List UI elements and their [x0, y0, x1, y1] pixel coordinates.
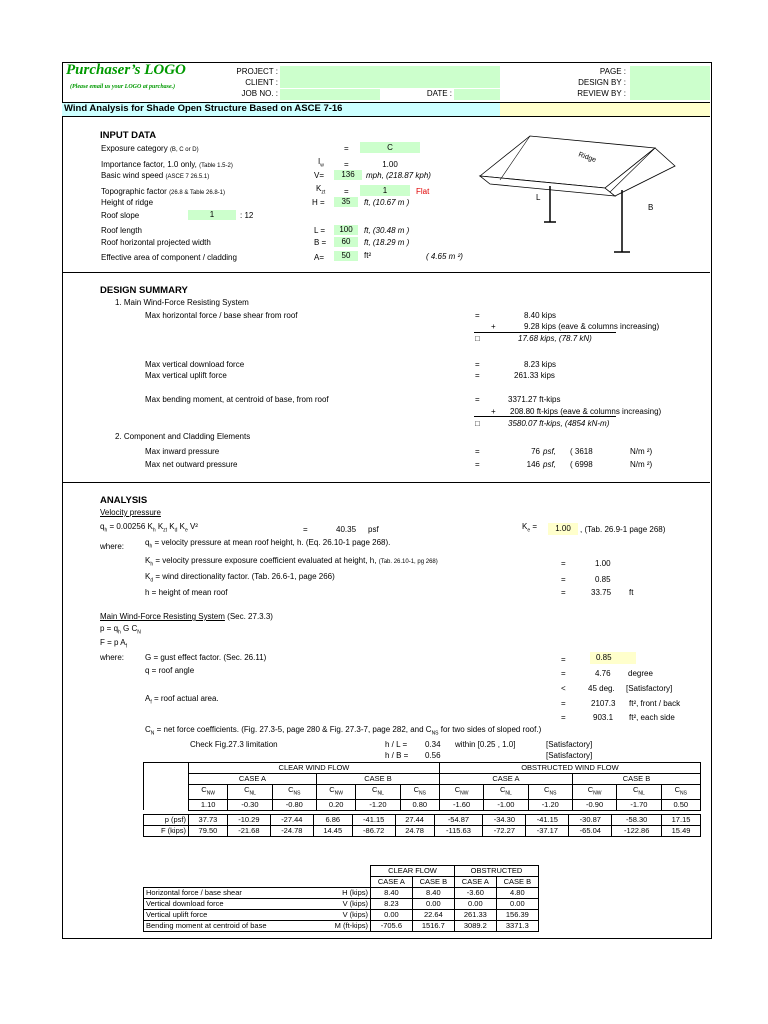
- width-sym: B =: [314, 238, 327, 247]
- vup-value: 261.33 kips: [514, 371, 555, 380]
- reviewby-label: REVIEW BY :: [577, 89, 626, 98]
- divider-1: [62, 272, 710, 273]
- kd-eq: =: [561, 575, 566, 584]
- table1-value-cell: 6.86: [313, 815, 352, 826]
- g-input[interactable]: 0.85: [590, 652, 636, 664]
- ke-label: $K_e$ =: [522, 522, 538, 534]
- ke-input[interactable]: 1.00: [548, 523, 578, 535]
- hl-within: within [0.25 , 1.0]: [455, 740, 516, 749]
- hl-satisfactory: [Satisfactory]: [546, 740, 593, 749]
- table2-row-unit: M (ft-kips): [308, 921, 371, 932]
- hb-label: h / B =: [385, 751, 409, 760]
- kd-def: $K_d$ = wind directionality factor. (Tab. 26.6-1, page 266): [145, 572, 335, 584]
- hforce-rule: [474, 332, 616, 333]
- table1-clear-header: CLEAR WIND FLOW: [189, 763, 440, 774]
- table1-value-cell: -122.86: [612, 826, 662, 837]
- table1-value-cell: -54.87: [434, 815, 483, 826]
- table1-col-header: $C_{NW}$: [572, 785, 616, 800]
- moment-eq: =: [475, 395, 480, 404]
- divider-2: [62, 482, 710, 483]
- table1-value-cell: -41.15: [526, 815, 569, 826]
- coefficients-table: [143, 762, 701, 811]
- table1-cn-cell: -0.30: [228, 799, 272, 810]
- kh-value: 1.00: [595, 559, 611, 568]
- hl-value: 0.34: [425, 740, 441, 749]
- length-sym: L =: [314, 226, 326, 235]
- diagram-L-label: L: [536, 193, 541, 202]
- table2-value-cell: 8.40: [412, 888, 454, 899]
- where-label-1: where:: [100, 542, 125, 551]
- h-eq: =: [561, 588, 566, 597]
- width-input[interactable]: 60: [334, 237, 358, 247]
- theta-unit: degree: [628, 669, 653, 678]
- table2-corner: [144, 866, 371, 888]
- theta-limit: 45 deg.: [588, 684, 615, 693]
- hb-satisfactory: [Satisfactory]: [546, 751, 593, 760]
- title-bar-right: [500, 102, 710, 117]
- table2-clear-header: CLEAR FLOW: [371, 866, 455, 877]
- table1-col-header: $C_{NS}$: [528, 785, 572, 800]
- table1-value-cell: -30.87: [569, 815, 612, 826]
- project-client-field[interactable]: [280, 66, 500, 88]
- length-input[interactable]: 100: [334, 225, 358, 235]
- table2-value-cell: 8.40: [371, 888, 413, 899]
- table2-row-label: Bending moment at centroid of base: [144, 921, 309, 932]
- importance-value: 1.00: [382, 160, 398, 169]
- theta-def: q = roof angle: [145, 666, 195, 675]
- h-def: h = height of mean roof: [145, 588, 228, 597]
- kh-def: $K_h$ = velocity pressure exposure coefficient evaluated at height, h, (Tab. 26.10-1, pg 268): [145, 556, 438, 568]
- table1-cn-cell: -1.00: [484, 799, 528, 810]
- topo-label: Topographic factor (26.8 & Table 26.8-1): [101, 187, 225, 196]
- inward-unit: psf,: [543, 447, 556, 456]
- moment-rule: [474, 416, 616, 417]
- table1-cn-cell: -1.60: [439, 799, 483, 810]
- logo: Purchaser’s LOGO: [66, 62, 186, 78]
- outward-unit: psf,: [543, 460, 556, 469]
- height-unit: ft, (10.67 m ): [364, 198, 410, 207]
- hforce-total: 17.68 kips, (78.7 kN): [518, 334, 592, 343]
- table1-corner: [144, 763, 189, 811]
- hforce-sq: □: [475, 334, 480, 343]
- table2-value-cell: 22.64: [412, 910, 454, 921]
- vdown-value: 8.23 kips: [524, 360, 557, 369]
- table1-value-cell: -72.27: [483, 826, 526, 837]
- moment-v2: 208.80 ft-kips (eave & columns increasing): [510, 407, 662, 416]
- width-unit: ft, (18.29 m ): [364, 238, 410, 247]
- table1-clear-case-b: CASE B: [316, 774, 439, 785]
- summary-sec1: 1. Main Wind-Force Resisting System: [115, 298, 249, 307]
- summary-sec2: 2. Component and Cladding Elements: [115, 432, 251, 441]
- qh-value: 40.35: [336, 525, 357, 534]
- table1-cn-cell: -0.80: [272, 799, 316, 810]
- table1-row-label: p (psf): [144, 815, 189, 826]
- theta-value: 4.76: [595, 669, 611, 678]
- h-unit: ft: [629, 588, 634, 597]
- summary-table: [143, 865, 539, 932]
- table2-row-label: Vertical uplift force: [144, 910, 309, 921]
- hforce-plus: +: [491, 322, 496, 331]
- table2-row-label: Horizontal force / base shear: [144, 888, 309, 899]
- slope-input[interactable]: 1: [188, 210, 236, 220]
- inward-eq: =: [475, 447, 480, 456]
- moment-total: 3580.07 ft-kips, (4854 kN-m): [508, 419, 610, 428]
- page-label: PAGE :: [599, 67, 626, 76]
- diagram-ridge-label: Ridge: [577, 151, 597, 165]
- table1-col-header: $C_{NL}$: [484, 785, 528, 800]
- table2-value-cell: 8.23: [371, 899, 413, 910]
- mwfrs-heading: Main Wind-Force Resisting System (Sec. 27.3.3): [100, 612, 273, 621]
- g-eq: =: [561, 655, 566, 664]
- height-sym: H =: [312, 198, 325, 207]
- hforce-label: Max horizontal force / base shear from roof: [145, 311, 298, 320]
- table2-value-cell: 3371.3: [496, 921, 538, 932]
- table1-value-cell: -41.15: [352, 815, 395, 826]
- input-heading: INPUT DATA: [100, 130, 157, 141]
- table1-col-header: $C_{NW}$: [439, 785, 483, 800]
- slope-ratio: : 12: [240, 211, 254, 220]
- vdown-label: Max vertical download force: [145, 360, 245, 369]
- theta-satisfactory: [Satisfactory]: [626, 684, 673, 693]
- width-label: Roof horizontal projected width: [101, 238, 211, 247]
- table2-row-unit: V (kips): [308, 899, 371, 910]
- table1-value-cell: -34.30: [483, 815, 526, 826]
- table1-col-header: $C_{NW}$: [189, 785, 228, 800]
- exposure-eq: =: [344, 144, 349, 153]
- p-formula: $p = q_h$ G $C_N$: [100, 624, 141, 636]
- table1-value-cell: 24.78: [395, 826, 434, 837]
- hb-value: 0.56: [425, 751, 441, 760]
- area-metric: ( 4.65 m ²): [426, 252, 463, 261]
- table2-row-unit: H (kips): [308, 888, 371, 899]
- table2-obstructed-header: OBSTRUCTED: [454, 866, 538, 877]
- table1-value-cell: 14.45: [313, 826, 352, 837]
- af-unit-1: ft², front / back: [629, 699, 681, 708]
- table2-value-cell: 0.00: [371, 910, 413, 921]
- diagram-B-label: B: [648, 203, 654, 212]
- table2-row: [144, 921, 539, 932]
- theta-eq: =: [561, 669, 566, 678]
- table2-value-cell: 0.00: [496, 899, 538, 910]
- topo-sym: $K_{zt}$: [316, 184, 326, 196]
- inward-label: Max inward pressure: [145, 447, 220, 456]
- page-title: Wind Analysis for Shade Open Structure Based on ASCE 7-16: [64, 103, 343, 114]
- table1-cn-cell: -0.90: [572, 799, 616, 810]
- table2-value-cell: 0.00: [454, 899, 496, 910]
- outward-metric: ( 6998: [570, 460, 593, 469]
- table1-cn-cell: -1.20: [528, 799, 572, 810]
- table1-value-cell: -27.44: [270, 815, 313, 826]
- vup-label: Max vertical uplift force: [145, 371, 227, 380]
- jobno-field[interactable]: [280, 89, 380, 100]
- analysis-heading: ANALYSIS: [100, 495, 148, 506]
- area-sym: A=: [314, 253, 325, 262]
- table1-col-header: $C_{NW}$: [316, 785, 355, 800]
- af-eq-2: =: [561, 713, 566, 722]
- vp-heading: Velocity pressure: [100, 508, 161, 517]
- inward-metric: ( 3618: [570, 447, 593, 456]
- table1-value-cell: 27.44: [395, 815, 434, 826]
- outward-eq: =: [475, 460, 480, 469]
- area-label: Effective area of component / cladding: [101, 253, 237, 262]
- table1-col-header: $C_{NS}$: [400, 785, 439, 800]
- ke-note: , (Tab. 26.9-1 page 268): [580, 525, 666, 534]
- table1-cn-cell: -1.70: [617, 799, 661, 810]
- table1-value-cell: -58.30: [612, 815, 662, 826]
- windspeed-label: Basic wind speed (ASCE 7 26.5.1): [101, 171, 210, 180]
- forces-table: [143, 814, 701, 837]
- table1-cn-cell: 0.20: [316, 799, 355, 810]
- roof-diagram: [470, 126, 690, 256]
- table2-value-cell: -705.6: [371, 921, 413, 932]
- table1-value-cell: -21.68: [227, 826, 270, 837]
- table2-obs-case-b: CASE B: [496, 877, 538, 888]
- hl-label: h / L =: [385, 740, 408, 749]
- table2-value-cell: 156.39: [496, 910, 538, 921]
- exposure-input[interactable]: C: [360, 142, 420, 153]
- kd-value: 0.85: [595, 575, 611, 584]
- moment-v1: 3371.27 ft-kips: [508, 395, 561, 404]
- table2-value-cell: 0.00: [412, 899, 454, 910]
- logo-note: (Please email us your LOGO at purchase.): [70, 84, 176, 90]
- g-def: G = gust effect factor. (Sec. 26.11): [145, 653, 267, 662]
- table2-row-label: Vertical download force: [144, 899, 309, 910]
- table2-value-cell: 1516.7: [412, 921, 454, 932]
- table1-value-cell: 15.49: [662, 826, 701, 837]
- table1-value-cell: -86.72: [352, 826, 395, 837]
- slope-label: Roof slope: [101, 211, 140, 220]
- hforce-eq: =: [475, 311, 480, 320]
- af-eq-1: =: [561, 699, 566, 708]
- table1-obs-case-a: CASE A: [439, 774, 572, 785]
- table1-clear-case-a: CASE A: [189, 774, 317, 785]
- table2-clear-case-a: CASE A: [371, 877, 413, 888]
- area-unit: ft²: [364, 251, 372, 260]
- outward-label: Max net outward pressure: [145, 460, 238, 469]
- moment-label: Max bending moment, at centroid of base, from roof: [145, 395, 329, 404]
- client-label: CLIENT :: [245, 78, 278, 87]
- hforce-v2: 9.28 kips (eave & columns increasing): [524, 322, 660, 331]
- importance-label: Importance factor, 1.0 only, (Table 1.5-2): [101, 160, 233, 169]
- windspeed-unit: mph, (218.87 kph): [366, 171, 431, 180]
- date-field[interactable]: [454, 89, 500, 100]
- table2-row: [144, 888, 539, 899]
- qh-unit: psf: [368, 525, 379, 534]
- qh-eq: =: [303, 525, 308, 534]
- moment-plus: +: [491, 407, 496, 416]
- table1-value-cell: -37.17: [526, 826, 569, 837]
- height-input[interactable]: 35: [334, 197, 358, 207]
- table2-value-cell: 4.80: [496, 888, 538, 899]
- table2-value-cell: 261.33: [454, 910, 496, 921]
- af-def: $A_f$ = roof actual area.: [145, 694, 219, 706]
- table1-value-cell: -24.78: [270, 826, 313, 837]
- table1-value-cell: -115.63: [434, 826, 483, 837]
- area-input[interactable]: 50: [334, 251, 358, 261]
- outward-value: 146: [526, 460, 540, 469]
- hforce-v1: 8.40 kips: [524, 311, 557, 320]
- designby-label: DESIGN BY :: [578, 78, 626, 87]
- table2-obs-case-a: CASE A: [454, 877, 496, 888]
- table1-cn-cell: 0.50: [661, 799, 700, 810]
- table2-value-cell: -3.60: [454, 888, 496, 899]
- table1-cn-cell: 1.10: [189, 799, 228, 810]
- kh-eq: =: [561, 559, 566, 568]
- table1-value-cell: -10.29: [227, 815, 270, 826]
- check-label: Check Fig.27.3 limitation: [190, 740, 278, 749]
- table1-cn-cell: -1.20: [356, 799, 400, 810]
- f-formula: F = p $A_f$: [100, 638, 127, 650]
- topo-eq: =: [344, 187, 349, 196]
- table2-row: [144, 910, 539, 921]
- qh-def: $q_h$ = velocity pressure at mean roof height, h. (Eq. 26.10-1 page 268).: [145, 538, 391, 550]
- table1-col-header: $C_{NS}$: [272, 785, 316, 800]
- table1-obs-case-b: CASE B: [572, 774, 700, 785]
- vup-eq: =: [475, 371, 480, 380]
- moment-sq: □: [475, 419, 480, 428]
- length-unit: ft, (30.48 m ): [364, 226, 410, 235]
- windspeed-sym: V=: [314, 171, 325, 180]
- table1-value-cell: 17.15: [662, 815, 701, 826]
- cn-def: $C_N$ = net force coefficients. (Fig. 27.3-5, page 280 & Fig. 27.3-7, page 282, and $C_{NS}$ for two sides of sloped roof.): [145, 725, 542, 737]
- af-value-2: 903.1: [593, 713, 614, 722]
- where-label-2: where:: [100, 653, 125, 662]
- project-label: PROJECT :: [236, 67, 278, 76]
- importance-eq: =: [344, 160, 349, 169]
- outward-metric-unit: N/m ²): [630, 460, 653, 469]
- height-label: Height of ridge: [101, 198, 154, 207]
- table1-obstructed-header: OBSTRUCTED WIND FLOW: [439, 763, 700, 774]
- af-unit-2: ft², each side: [629, 713, 675, 722]
- table2-value-cell: 3089.2: [454, 921, 496, 932]
- table1-col-header: $C_{NL}$: [617, 785, 661, 800]
- summary-heading: DESIGN SUMMARY: [100, 285, 188, 296]
- table2-row: [144, 899, 539, 910]
- table1-cn-cell: 0.80: [400, 799, 439, 810]
- length-label: Roof length: [101, 226, 142, 235]
- af-value-1: 2107.3: [591, 699, 616, 708]
- theta-lt: <: [561, 684, 566, 693]
- jobno-label: JOB NO. :: [241, 89, 278, 98]
- table1-value-cell: 37.73: [189, 815, 228, 826]
- table2-clear-case-b: CASE B: [412, 877, 454, 888]
- inward-metric-unit: N/m ²): [630, 447, 653, 456]
- table1-col-header: $C_{NS}$: [661, 785, 700, 800]
- exposure-label: Exposure category (B, C or D): [101, 144, 199, 153]
- table1-col-header: $C_{NL}$: [356, 785, 400, 800]
- vdown-eq: =: [475, 360, 480, 369]
- qh-formula: $q_h = 0.00256$ $K_h$ $K_{zt}$ $K_d$ $K_e$ V²: [100, 522, 198, 534]
- inward-value: 76: [531, 447, 540, 456]
- table1-col-header: $C_{NL}$: [228, 785, 272, 800]
- table2-row-unit: V (kips): [308, 910, 371, 921]
- windspeed-input[interactable]: 136: [334, 170, 362, 180]
- importance-sym: $I_w$: [318, 157, 324, 169]
- page-design-review-field[interactable]: [630, 66, 710, 100]
- topo-flag: Flat: [416, 187, 430, 196]
- h-value: 33.75: [591, 588, 612, 597]
- date-label: DATE :: [426, 89, 452, 98]
- table1-row-label: F (kips): [144, 826, 189, 837]
- table1-value-cell: -65.04: [569, 826, 612, 837]
- topo-input[interactable]: 1: [360, 185, 410, 196]
- table1-value-cell: 79.50: [189, 826, 228, 837]
